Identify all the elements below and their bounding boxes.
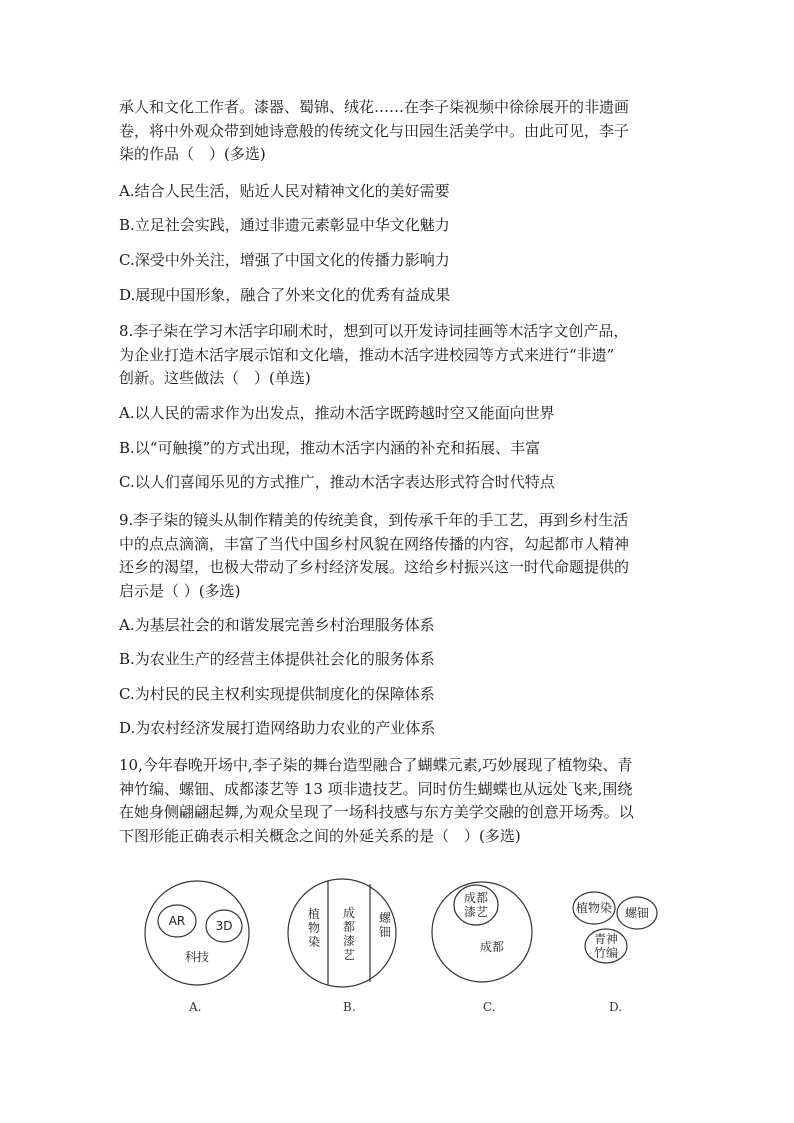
- figure-b-mid-label: 成: [342, 906, 356, 920]
- figure-b-mid-label: 都: [342, 920, 356, 934]
- q10-stem-line: 在她身侧翩翩起舞,为观众呈现了一场科技感与东方美学交融的创意开场秀。以: [119, 803, 634, 821]
- figure-d-label-1: 植物染: [575, 901, 613, 915]
- q7-stem-line: 柒的作品（ ）(多选): [119, 145, 266, 163]
- figure-b-right-label: 钿: [378, 925, 392, 939]
- figure-c-outer-label: 成都: [479, 940, 505, 954]
- figure-d-caption: D.: [609, 1000, 623, 1014]
- q9-stem-line: 还乡的渴望，也极大带动了乡村经济发展。这给乡村振兴这一时代命题提供的: [119, 558, 630, 576]
- figure-a-3d-label: 3D: [215, 919, 233, 933]
- q9-option-a: A.为基层社会的和谐发展完善乡村治理服务体系: [119, 616, 435, 634]
- q9-stem-line: 启示是（ ）(多选): [119, 581, 241, 600]
- q7-option-c: C.深受中外关注，增强了中国文化的传播力影响力: [119, 251, 450, 269]
- q10-stem-line: 神竹编、螺钿、成都漆艺等 13 项非遗技艺。同时仿生蝴蝶也从远处飞来,围绕: [119, 779, 633, 798]
- q9-option-c: C.为村民的民主权利实现提供制度化的保障体系: [119, 685, 435, 703]
- q8-option-a: A.以人民的需求作为出发点，推动木活字既跨越时空又能面向世界: [119, 404, 555, 422]
- figure-b-right-label: 螺: [378, 911, 392, 925]
- q9-option-b: B.为农业生产的经营主体提供社会化的服务体系: [119, 650, 435, 668]
- q8-stem-line: 创新。这些做法（ ）(单选): [119, 369, 311, 387]
- q7-option-b: B.立足社会实践，通过非遗元素彰显中华文化魅力: [119, 216, 450, 234]
- figure-b-mid-label: 艺: [342, 948, 356, 962]
- q8-option-c: C.以人们喜闻乐见的方式推广，推动木活字表达形式符合时代特点: [119, 473, 555, 491]
- q8-stem-line: 为企业打造木活字展示馆和文化墙，推动木活字进校园等方式来进行“非遗”: [119, 345, 615, 364]
- q7-stem-line: 卷，将中外观众带到她诗意般的传统文化与田园生活美学中。由此可见，李子: [119, 121, 630, 140]
- figure-d-label-3: 青神: [593, 932, 619, 946]
- figure-c-inner-label: 成都: [463, 891, 489, 905]
- figure-b-left-label: 植: [307, 907, 321, 921]
- figure-a-caption: A.: [189, 1000, 202, 1014]
- figure-c-caption: C.: [483, 1000, 496, 1014]
- figure-a-ar-label: AR: [168, 914, 186, 928]
- figure-a-outer-circle: [145, 881, 249, 985]
- figure-c-inner-label: 漆艺: [463, 905, 489, 919]
- figure-b-caption: B.: [343, 1000, 356, 1014]
- figure-a-outer-label: 科技: [184, 950, 210, 964]
- figure-d-label-3: 竹编: [593, 946, 619, 960]
- q10-stem-line: 10,今年春晚开场中,李子柒的舞台造型融合了蝴蝶元素,巧妙展现了植物染、青: [119, 756, 633, 774]
- q7-stem-line: 承人和文化工作者。漆器、蜀锦、绒花……在李子柒视频中徐徐展开的非遗画: [119, 98, 630, 116]
- q9-stem-line: 9.李子柒的镜头从制作精美的传统美食，到传承千年的手工艺，再到乡村生活: [119, 511, 629, 529]
- figure-d-label-2: 螺钿: [624, 906, 650, 920]
- q7-option-a: A.结合人民生活，贴近人民对精神文化的美好需要: [119, 182, 450, 200]
- q7-option-d: D.展现中国形象，融合了外来文化的优秀有益成果: [119, 286, 451, 304]
- figure-b-left-label: 染: [307, 935, 321, 949]
- figure-b-left-label: 物: [307, 921, 321, 935]
- q9-stem-line: 中的点点滴滴，丰富了当代中国乡村风貌在网络传播的内容，勾起都市人精神: [119, 534, 630, 553]
- q8-option-b: B.以“可触摸”的方式出现，推动木活字内涵的补充和拓展、丰富: [119, 439, 541, 457]
- q9-option-d: D.为农村经济发展打造网络助力农业的产业体系: [119, 719, 436, 737]
- q10-stem-line: 下图形能正确表示相关概念之间的外延关系的是（ ）(多选): [119, 826, 521, 845]
- q8-stem-line: 8.李子柒在学习木活字印刷术时，想到可以开发诗词挂画等木活字文创产品，: [119, 322, 629, 340]
- figure-b-mid-label: 漆: [342, 934, 356, 948]
